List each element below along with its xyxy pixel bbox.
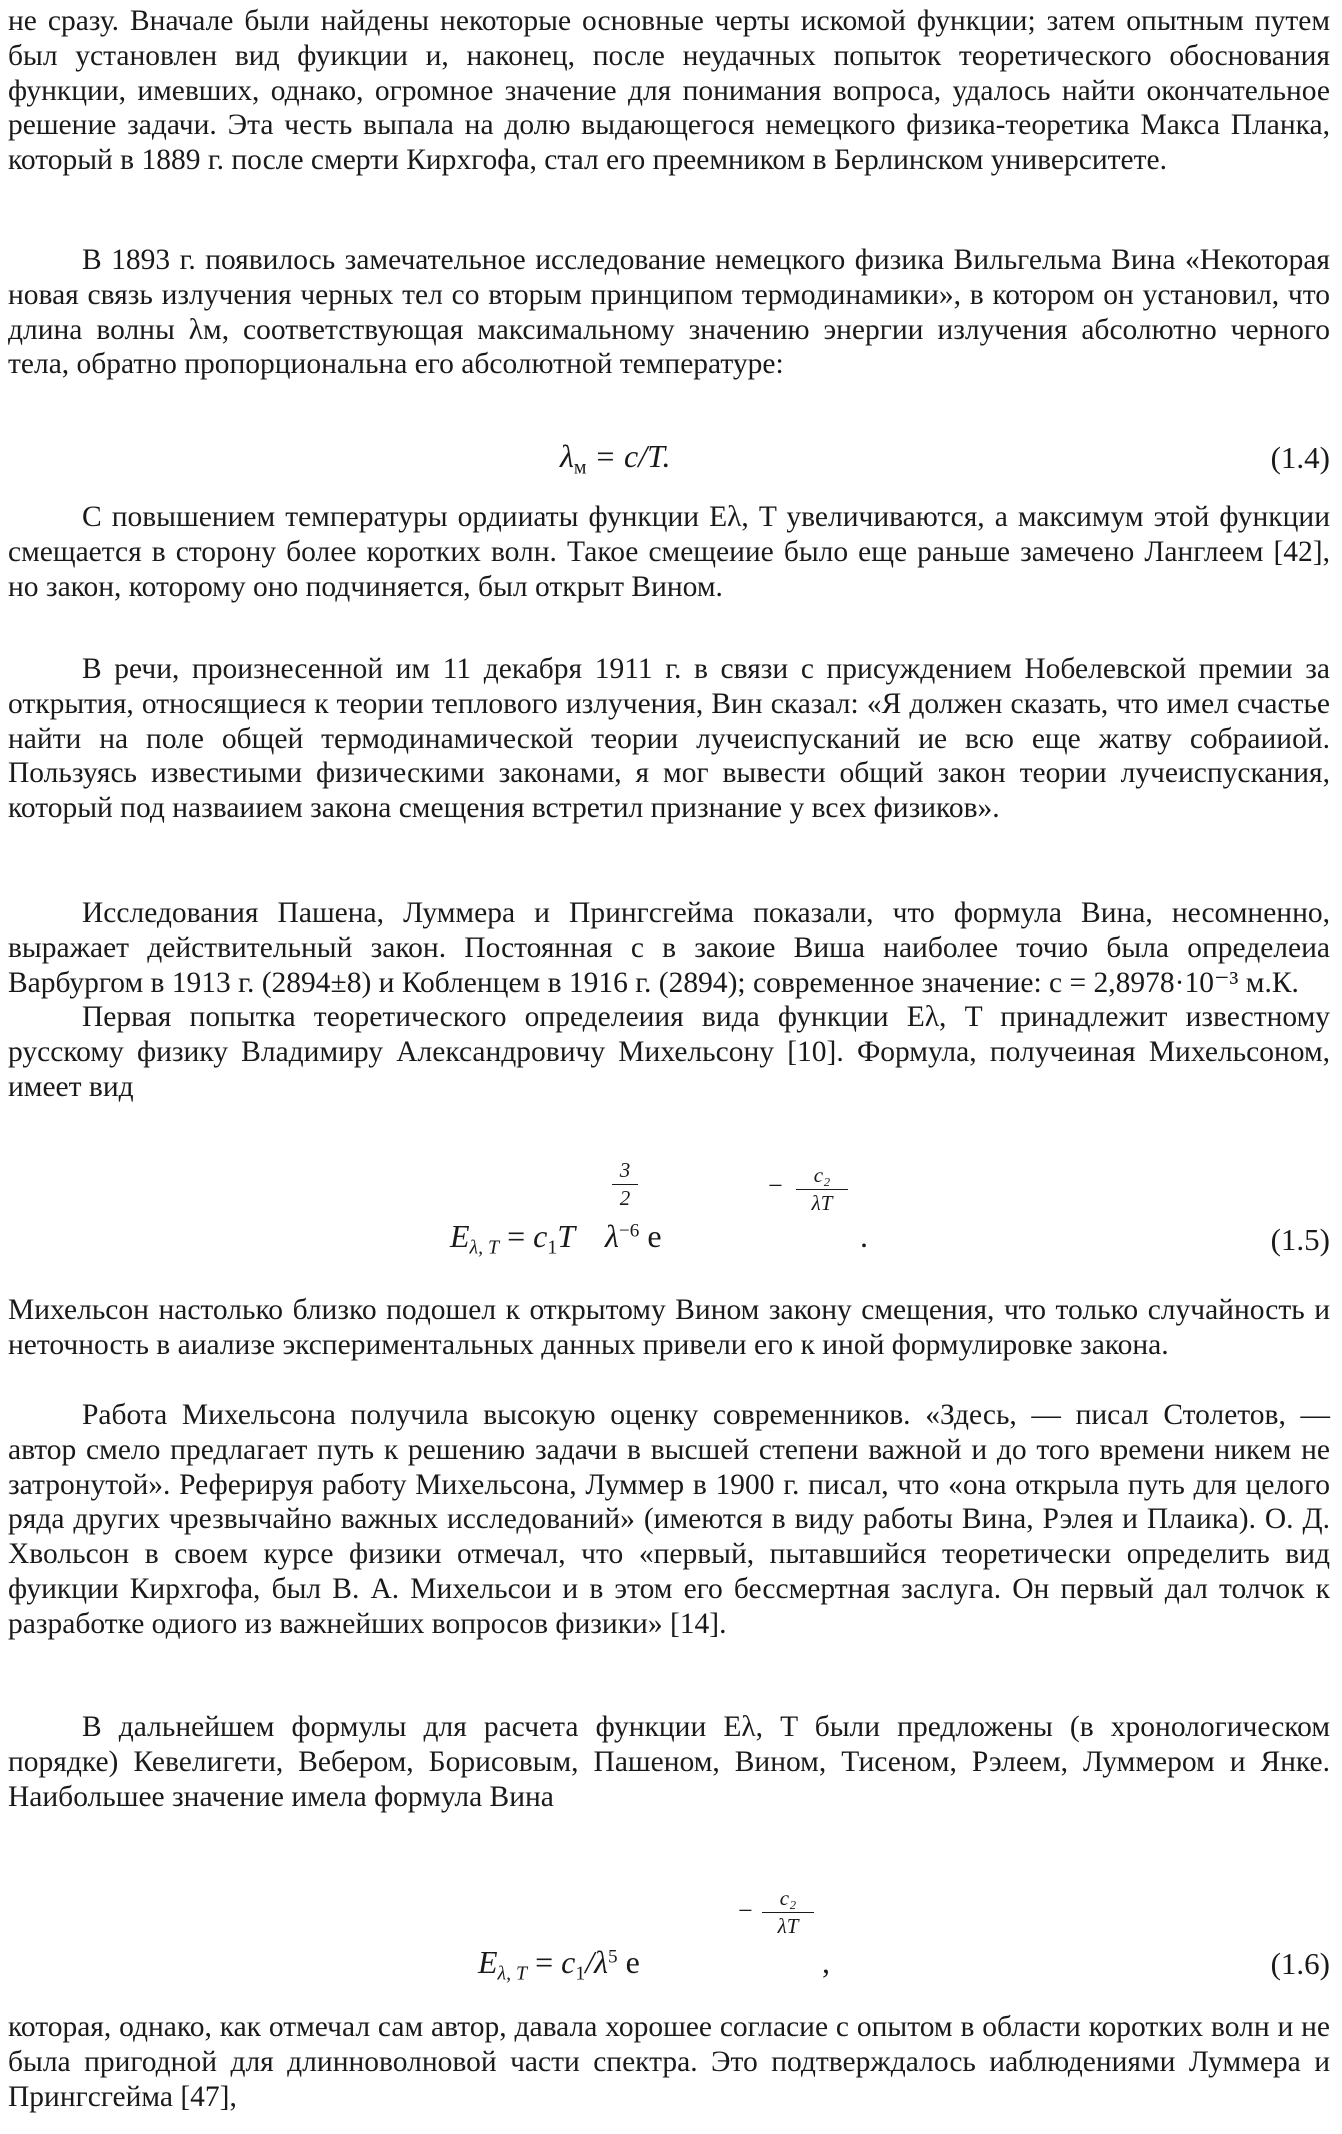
eq-1-5-exponent bbox=[796, 1163, 848, 1216]
eq-1-6-c-sub: 1 bbox=[575, 1962, 586, 1985]
eq-1-6-e: e bbox=[625, 1944, 640, 1980]
eq-1-5-e: e bbox=[647, 1218, 662, 1254]
equation-number-1-4: (1.4) bbox=[1270, 440, 1330, 475]
eq-1-6-c: c bbox=[561, 1944, 576, 1980]
eq-1-6-exp-num: c₂ bbox=[779, 1886, 797, 1910]
eq-1-5-E: E bbox=[450, 1218, 470, 1254]
eq-1-5-exp-num: c₂ bbox=[813, 1163, 831, 1187]
paragraph-2: В 1893 г. появилось замечательное исследование немецкого физика Вильгельма Вина «Некоторая новая связь излучения черных тел со вторым принципом термодинамики», в котором он установил, что длина волны λм, соответствующая максимальному значению энергии излучения абсолютно черного тела, обратно пропорциональна его абсолютной температуре: bbox=[8, 244, 1330, 381]
eq-1-6-E-sub: λ, T bbox=[497, 1962, 528, 1985]
paragraph-4: В речи, произнесенной им 11 декабря 1911 г. в связи с присуждением Нобелевской премии за открытия, относящиеся к теории теплового излучения, Вин сказал: «Я должен сказать, что имел счастье найти на поле общей термодинамической теории лучеиспусканий ие всю еще жатву собраииой. Пользуясь известиыми физическими законами, я мог вывести общий закон теории лучеиспускания, который под назваиием закона смещения встретил признание у всех физиков». bbox=[8, 653, 1330, 825]
paragraph-9: В дальнейшем формулы для расчета функции Eλ, T были предложены (в хронологическом порядке) Кевелигети, Вебером, Борисовым, Пашеном, Вином, Тисеном, Рэлеем, Луммером и Янке. Наибольшее значение имела формула Вина bbox=[8, 1711, 1330, 1813]
eq-1-4-rhs: = c/T. bbox=[586, 438, 671, 474]
eq-1-5-E-sub: λ, T bbox=[469, 1236, 500, 1259]
eq-1-4-lambda-sub: м bbox=[573, 456, 587, 479]
eq-1-4-lambda: λ bbox=[560, 438, 574, 474]
eq-1-6-exponent bbox=[762, 1886, 814, 1939]
eq-1-6-exp-minus: − bbox=[738, 1896, 753, 1925]
eq-1-5-c: c bbox=[533, 1218, 548, 1254]
eq-1-6-lambda: /λ bbox=[585, 1944, 608, 1980]
eq-1-6-E: E bbox=[478, 1944, 498, 1980]
eq-1-5-lambda-exp: −6 bbox=[618, 1220, 640, 1242]
eq-1-6-lambda-exp: 5 bbox=[608, 1946, 618, 1968]
paragraph-8: Работа Михельсона получила высокую оценку современников. «Здесь, — писал Столетов, — автор смело предлагает путь к решению задачи в высшей степени важной и до того времени никем не затронутой». Реферируя работу Михельсона, Луммер в 1900 г. писал, что «она открыла путь для целого ряда других чрезвычайно важных исследований» (имеются в виду работы Вина, Рэлея и Плаика). О. Д. Хвольсон в своем курсе физики отмечал, что «первый, пытавшийся теоретически определить вид фуикции Кирхгофа, был В. А. Михельсои и в этом его бессмертная заслуга. Он первый дал толчок к разработке одиого из важнейших вопросов физики» [14]. bbox=[8, 1399, 1330, 1640]
eq-1-5-t-exp-num: 3 bbox=[619, 1158, 631, 1182]
book-page: не сразу. Вначале были найдены некоторые основные черты искомой функции; затем опытным путем был установлен вид фуикции и, наконец, после неудачных попыток теоретического обоснования функции, имевших, однако, огромное значение для понимания вопроса, удалось найти окончательное решение задачи. Эта честь выпала на долю выдающегося немецкого физика-теоретика Макса Планка, который в 1889 г. после смерти Кирхгофа, стал его преемником в Берлинском университете. В 1893 г. появилось замечательное исследование немецкого физика Вильгельма Вина «Некоторая новая связь излучения черных тел со вторым принципом термодинамики», в котором он установил, что длина волны λм, соответствующая максимальному значению энергии излучения абсолютно черного тела, обратно пропорциональна его абсолютной температуре: $\lambda_м = c/T$. (1.4) С повышением температуры ордииаты функции Eλ, T увеличиваются, а максимум этой функции смещается в сторону более коротких волн. Такое смещеиие было еще раньше замечено Ланглеем [42], но закон, которому оно подчиняется, был открыт Вином. В речи, произнесенной им 11 декабря 1911 г. в связи с присуждением Нобелевской премии за открытия, относящиеся к теории теплового излучения, Вин сказал: «Я должен сказать, что имел счастье найти на поле общей термодинамической теории лучеиспусканий ие всю еще жатву собраииой. Пользуясь известиыми физическими законами, я мог вывести общий закон теории лучеиспускания, который под назваиием закона смещения встретил признание у всех физиков». Исследования Пашена, Луммера и Прингсгейма показали, что формула Вина, несомненно, выражает действительный закон. Постоянная c в закоие Виша наиболее точио была определеиа Варбургом в 1913 г. (2894±8) и Кобленцем в 1916 г. (2894); современное значение: c = 2,8978·10⁻³ м.К. Первая попытка теоретического определеиия вида функции Eλ, T принадлежит известному русскому физику Владимиру Александровичу Михельсону [10]. Формула, получеиная Михельсоном, имеет вид $E_{\lambda, T} = c_1T$ $\lambda^{-6}$ e 3 2 − c₂ λT . (1.5) Михельсон настолько близко подошел к открытому Вином закону смещения, что только случайность и неточность в аиализе экспериментальных данных привели его к иной формулировке закона. Работа Михельсона получила высокую оценку современников. «Здесь, — писал Столетов, — автор смело предлагает путь к решению задачи в высшей степени важной и до того времени никем не затронутой». Реферируя работу Михельсона, Луммер в 1900 г. писал, что «она открыла путь для целого ряда других чрезвычайно важных исследований» (имеются в виду работы Вина, Рэлея и Плаика). О. Д. Хвольсон в своем курсе физики отмечал, что «первый, пытавшийся теоретически определить вид фуикции Кирхгофа, был В. А. Михельсои и в этом его бессмертная заслуга. Он первый дал толчок к разработке одиого из важнейших вопросов физики» [14]. В дальнейшем формулы для расчета функции Eλ, T были предложены (в хронологическом порядке) Кевелигети, Вебером, Борисовым, Пашеном, Вином, Тисеном, Рэлеем, Луммером и Янке. Наибольшее значение имела формула Вина $E_{\lambda, T} = c_1/\lambda^5$ e − c₂ λT , (1.6) которая, однако, как отмечал сам автор, давала хорошее согласие с опытом в области коротких волн и не была пригодной для длинноволновой части спектра. Это подтверждалось иаблюдениями Луммера и Прингсгейма [47], bbox=[0, 0, 1342, 2134]
eq-1-5-exp-den: λT bbox=[811, 1191, 833, 1215]
equation-number-1-6: (1.6) bbox=[1270, 1946, 1330, 1981]
eq-1-5-c-sub: 1 bbox=[547, 1236, 558, 1259]
eq-1-5-t-exponent bbox=[612, 1158, 638, 1211]
eq-1-5-end: . bbox=[860, 1218, 868, 1254]
eq-1-5-t-exp-den: 2 bbox=[619, 1186, 631, 1210]
paragraph-5: Исследования Пашена, Луммера и Прингсгейма показали, что формула Вина, несомненно, выражает действительный закон. Постоянная c в закоие Виша наиболее точио была определеиа Варбургом в 1913 г. (2894±8) и Кобленцем в 1916 г. (2894); современное значение: c = 2,8978·10⁻³ м.К. bbox=[8, 897, 1330, 999]
eq-1-5-lambda: λ bbox=[605, 1218, 619, 1254]
paragraph-6: Первая попытка теоретического определеиия вида функции Eλ, T принадлежит известному русскому физику Владимиру Александровичу Михельсону [10]. Формула, получеиная Михельсоном, имеет вид bbox=[8, 1001, 1330, 1103]
eq-1-5-T: T bbox=[557, 1218, 576, 1254]
eq-1-6-end: , bbox=[822, 1944, 830, 1980]
paragraph-7: Михельсон настолько близко подошел к открытому Вином закону смещения, что только случайность и неточность в аиализе экспериментальных данных привели его к иной формулировке закона. bbox=[8, 1294, 1330, 1361]
equation-number-1-5: (1.5) bbox=[1270, 1222, 1330, 1257]
paragraph-10: которая, однако, как отмечал сам автор, давала хорошее согласие с опытом в области коротких волн и не была пригодной для длинноволновой части спектра. Это подтверждалось иаблюдениями Луммера и Прингсгейма [47], bbox=[8, 2011, 1330, 2113]
eq-1-6-exp-den: λT bbox=[777, 1914, 799, 1938]
paragraph-1: не сразу. Вначале были найдены некоторые основные черты искомой функции; затем опытным путем был установлен вид фуикции и, наконец, после неудачных попыток теоретического обоснования функции, имевших, однако, огромное значение для понимания вопроса, удалось найти окончательное решение задачи. Эта честь выпала на долю выдающегося немецкого физика-теоретика Макса Планка, который в 1889 г. после смерти Кирхгофа, стал его преемником в Берлинском университете. bbox=[8, 5, 1330, 177]
paragraph-3: С повышением температуры ордииаты функции Eλ, T увеличиваются, а максимум этой функции смещается в сторону более коротких волн. Такое смещеиие было еще раньше замечено Ланглеем [42], но закон, которому оно подчиняется, был открыт Вином. bbox=[8, 501, 1330, 603]
eq-1-5-exp-minus: − bbox=[768, 1171, 783, 1200]
